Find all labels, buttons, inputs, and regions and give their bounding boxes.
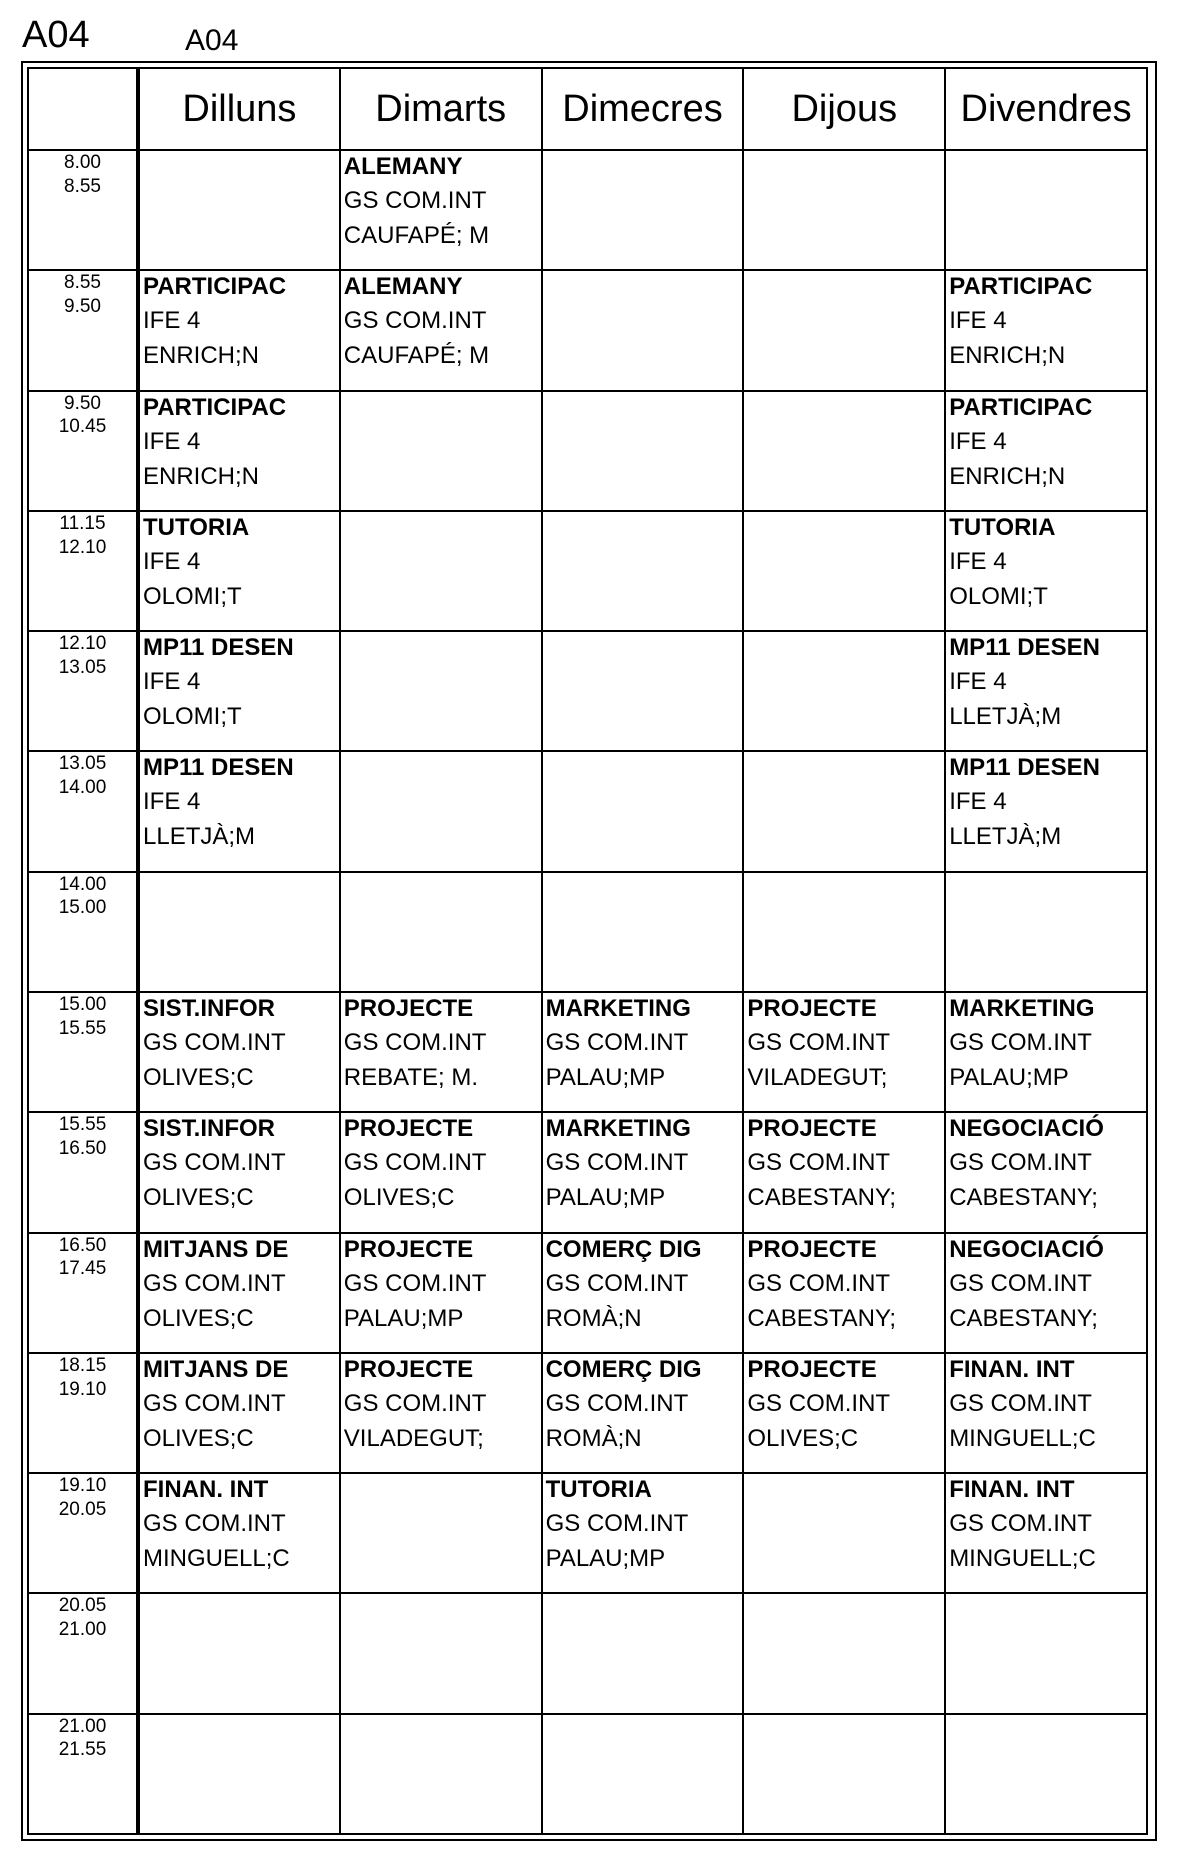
lesson-subject: PROJECTE xyxy=(747,994,877,1022)
lesson-cell xyxy=(743,1353,945,1473)
lesson-cell xyxy=(945,631,1147,751)
lesson-teacher: CABESTANY; xyxy=(949,1184,1098,1212)
lesson-subject: TUTORIA xyxy=(143,513,250,541)
lesson-teacher: LLETJÀ;M xyxy=(949,703,1062,731)
empty-cell xyxy=(542,1714,744,1834)
end-time: 19.10 xyxy=(58,1378,107,1400)
empty-cell xyxy=(945,872,1147,992)
empty-cell xyxy=(743,1593,945,1713)
end-time: 12.10 xyxy=(58,536,107,558)
lesson-subject: TUTORIA xyxy=(949,513,1056,541)
lesson-teacher: LLETJÀ;M xyxy=(143,823,256,851)
lesson-teacher: VILADEGUT; xyxy=(747,1063,888,1091)
time-cell xyxy=(28,1714,138,1834)
lesson-group: GS COM.INT xyxy=(343,1028,487,1056)
lesson-teacher: OLOMI;T xyxy=(143,703,242,731)
lesson-subject: MP11 DESEN xyxy=(949,634,1100,662)
lesson-subject: MITJANS DE xyxy=(143,1235,289,1263)
end-time: 8.55 xyxy=(64,175,101,197)
time-cell xyxy=(28,150,138,270)
lesson-subject: PARTICIPAC xyxy=(949,273,1093,301)
end-time: 15.00 xyxy=(58,897,107,919)
end-time: 10.45 xyxy=(58,416,107,438)
lesson-teacher: OLOMI;T xyxy=(143,582,242,610)
empty-cell xyxy=(945,1714,1147,1834)
lesson-subject: MP11 DESEN xyxy=(143,754,294,782)
header-row xyxy=(28,68,1147,150)
lesson-subject: PARTICIPAC xyxy=(949,393,1093,421)
lesson-cell xyxy=(340,1233,542,1353)
empty-cell xyxy=(340,751,542,871)
lesson-subject: PROJECTE xyxy=(343,1235,474,1263)
lesson-subject: MP11 DESEN xyxy=(143,634,294,662)
empty-cell xyxy=(542,751,744,871)
lesson-subject: PROJECTE xyxy=(343,1115,474,1143)
time-cell xyxy=(28,511,138,631)
lesson-subject: FINAN. INT xyxy=(949,1355,1075,1383)
lesson-subject: PROJECTE xyxy=(747,1355,877,1383)
lesson-group: GS COM.INT xyxy=(343,1269,487,1297)
lesson-cell xyxy=(945,391,1147,511)
empty-cell xyxy=(138,1593,340,1713)
start-time: 19.10 xyxy=(58,1475,107,1497)
lesson-cell xyxy=(743,1233,945,1353)
lesson-teacher: ROMÀ;N xyxy=(545,1304,642,1332)
lesson-group: GS COM.INT xyxy=(545,1510,689,1538)
end-time: 9.50 xyxy=(64,296,101,318)
page-subtitle: A04 xyxy=(185,24,239,57)
lesson-teacher: OLIVES;C xyxy=(747,1424,859,1452)
empty-cell xyxy=(340,872,542,992)
lesson-teacher: LLETJÀ;M xyxy=(949,823,1062,851)
time-cell xyxy=(28,1353,138,1473)
lesson-cell xyxy=(340,150,542,270)
time-slot-row xyxy=(28,1353,1147,1473)
start-time: 11.15 xyxy=(59,512,106,534)
lesson-cell xyxy=(542,1353,744,1473)
lesson-cell xyxy=(945,270,1147,390)
lesson-teacher: OLIVES;C xyxy=(143,1184,254,1212)
lesson-group: GS COM.INT xyxy=(343,187,487,214)
lesson-subject: NEGOCIACIÓ xyxy=(949,1115,1104,1143)
lesson-subject: FINAN. INT xyxy=(143,1476,269,1504)
lesson-group: GS COM.INT xyxy=(143,1269,286,1297)
lesson-group: GS COM.INT xyxy=(747,1389,891,1417)
corner-cell xyxy=(28,68,138,150)
lesson-cell xyxy=(945,1353,1147,1473)
lesson-cell xyxy=(542,1473,744,1593)
lesson-group: GS COM.INT xyxy=(949,1389,1092,1417)
empty-cell xyxy=(743,150,945,270)
empty-cell xyxy=(340,1714,542,1834)
lesson-group: GS COM.INT xyxy=(747,1028,891,1056)
lesson-cell xyxy=(138,1233,340,1353)
empty-cell xyxy=(138,1714,340,1834)
lesson-subject: PROJECTE xyxy=(343,994,474,1022)
lesson-subject: FINAN. INT xyxy=(949,1476,1075,1504)
empty-cell xyxy=(542,1593,744,1713)
lesson-teacher: ENRICH;N xyxy=(143,342,260,370)
lesson-teacher: CABESTANY; xyxy=(747,1184,897,1212)
empty-cell xyxy=(542,270,744,390)
lesson-subject: MARKETING xyxy=(545,994,691,1022)
empty-cell xyxy=(340,1473,542,1593)
lesson-cell xyxy=(138,1353,340,1473)
lesson-teacher: PALAU;MP xyxy=(545,1545,666,1573)
lesson-subject: PROJECTE xyxy=(343,1355,474,1383)
end-time: 15.55 xyxy=(58,1017,107,1039)
time-slot-row xyxy=(28,631,1147,751)
lesson-group: IFE 4 xyxy=(143,788,201,816)
start-time: 8.00 xyxy=(64,152,101,173)
empty-cell xyxy=(340,1593,542,1713)
time-slot-row xyxy=(28,511,1147,631)
lesson-group: GS COM.INT xyxy=(143,1028,286,1056)
lesson-teacher: VILADEGUT; xyxy=(343,1424,484,1452)
lesson-subject: SIST.INFOR xyxy=(143,1115,276,1143)
lesson-cell xyxy=(138,1112,340,1232)
lesson-teacher: OLIVES;C xyxy=(143,1304,254,1332)
lesson-teacher: OLIVES;C xyxy=(343,1184,455,1212)
lesson-teacher: OLIVES;C xyxy=(143,1424,254,1452)
start-time: 14.00 xyxy=(58,873,107,895)
lesson-teacher: PALAU;MP xyxy=(949,1063,1069,1091)
time-cell xyxy=(28,391,138,511)
lesson-cell xyxy=(743,1112,945,1232)
lesson-group: GS COM.INT xyxy=(949,1149,1092,1177)
lesson-group: GS COM.INT xyxy=(545,1389,689,1417)
time-slot-row xyxy=(28,1473,1147,1593)
lesson-teacher: ENRICH;N xyxy=(949,462,1066,490)
time-slot-row xyxy=(28,1593,1147,1713)
lesson-cell xyxy=(340,992,542,1112)
empty-cell xyxy=(743,631,945,751)
lesson-teacher: REBATE; M. xyxy=(343,1063,479,1091)
lesson-cell xyxy=(340,270,542,390)
start-time: 8.55 xyxy=(64,272,101,294)
lesson-cell xyxy=(542,1233,744,1353)
end-time: 13.05 xyxy=(58,656,107,678)
empty-cell xyxy=(542,511,744,631)
lesson-cell xyxy=(945,992,1147,1112)
lesson-subject: NEGOCIACIÓ xyxy=(949,1235,1104,1263)
empty-cell xyxy=(743,1714,945,1834)
empty-cell xyxy=(138,872,340,992)
empty-cell xyxy=(945,150,1147,270)
start-time: 21.00 xyxy=(58,1715,107,1737)
lesson-group: IFE 4 xyxy=(949,427,1007,455)
empty-cell xyxy=(743,751,945,871)
lesson-subject: ALEMANY xyxy=(343,273,463,301)
lesson-teacher: MINGUELL;C xyxy=(143,1545,290,1573)
lesson-group: IFE 4 xyxy=(949,668,1007,696)
lesson-teacher: PALAU;MP xyxy=(545,1184,666,1212)
lesson-teacher: PALAU;MP xyxy=(545,1063,666,1091)
empty-cell xyxy=(945,1593,1147,1713)
time-cell xyxy=(28,1112,138,1232)
start-time: 16.50 xyxy=(58,1234,107,1256)
lesson-teacher: OLIVES;C xyxy=(143,1063,254,1091)
lesson-subject: MARKETING xyxy=(949,994,1095,1022)
lesson-subject: PARTICIPAC xyxy=(143,393,287,421)
lesson-cell xyxy=(542,1112,744,1232)
lesson-teacher: MINGUELL;C xyxy=(949,1545,1096,1573)
day-header: Dilluns xyxy=(138,68,340,150)
time-cell xyxy=(28,751,138,871)
lesson-group: GS COM.INT xyxy=(545,1269,689,1297)
empty-cell xyxy=(542,631,744,751)
lesson-group: GS COM.INT xyxy=(949,1269,1092,1297)
lesson-group: GS COM.INT xyxy=(747,1149,891,1177)
lesson-group: IFE 4 xyxy=(143,427,201,455)
lesson-group: GS COM.INT xyxy=(949,1028,1092,1056)
empty-cell xyxy=(542,872,744,992)
empty-cell xyxy=(138,150,340,270)
lesson-subject: COMERÇ DIG xyxy=(545,1355,702,1383)
lesson-subject: MITJANS DE xyxy=(143,1355,289,1383)
time-slot-row xyxy=(28,391,1147,511)
lesson-cell xyxy=(542,992,744,1112)
lesson-cell xyxy=(138,992,340,1112)
lesson-group: GS COM.INT xyxy=(545,1028,689,1056)
lesson-cell xyxy=(138,391,340,511)
lesson-group: IFE 4 xyxy=(143,547,201,575)
day-header: Divendres xyxy=(945,68,1147,150)
start-time: 9.50 xyxy=(64,392,101,414)
start-time: 12.10 xyxy=(58,633,107,655)
lesson-cell xyxy=(340,1353,542,1473)
start-time: 15.55 xyxy=(58,1114,107,1136)
lesson-teacher: ENRICH;N xyxy=(949,342,1066,370)
lesson-subject: PROJECTE xyxy=(747,1235,877,1263)
start-time: 18.15 xyxy=(58,1354,107,1376)
time-slot-row xyxy=(28,150,1147,270)
timetable xyxy=(27,67,1148,1835)
empty-cell xyxy=(340,511,542,631)
time-cell xyxy=(28,631,138,751)
empty-cell xyxy=(340,631,542,751)
lesson-group: GS COM.INT xyxy=(143,1149,286,1177)
time-slot-row xyxy=(28,1714,1147,1834)
lesson-group: IFE 4 xyxy=(949,307,1007,335)
start-time: 15.00 xyxy=(58,993,107,1015)
empty-cell xyxy=(542,150,744,270)
lesson-subject: COMERÇ DIG xyxy=(545,1235,702,1263)
empty-cell xyxy=(743,270,945,390)
end-time: 20.05 xyxy=(58,1498,107,1520)
day-header: Dimarts xyxy=(340,68,542,150)
end-time: 14.00 xyxy=(58,777,107,799)
start-time: 20.05 xyxy=(58,1595,107,1617)
lesson-teacher: ENRICH;N xyxy=(143,462,260,490)
lesson-teacher: CAUFAPÉ; M xyxy=(343,222,490,249)
time-cell xyxy=(28,1233,138,1353)
lesson-cell xyxy=(945,1233,1147,1353)
day-header: Dimecres xyxy=(542,68,744,150)
lesson-cell xyxy=(138,511,340,631)
lesson-cell xyxy=(743,992,945,1112)
end-time: 21.55 xyxy=(58,1739,107,1761)
lesson-group: GS COM.INT xyxy=(949,1510,1092,1538)
time-slot-row xyxy=(28,751,1147,871)
lesson-cell xyxy=(945,751,1147,871)
lesson-subject: PARTICIPAC xyxy=(143,273,287,301)
lesson-group: GS COM.INT xyxy=(143,1389,286,1417)
lesson-teacher: OLOMI;T xyxy=(949,582,1048,610)
day-header: Dijous xyxy=(743,68,945,150)
lesson-group: GS COM.INT xyxy=(747,1269,891,1297)
lesson-teacher: ROMÀ;N xyxy=(545,1424,642,1452)
lesson-group: IFE 4 xyxy=(143,307,201,335)
time-slot-row xyxy=(28,270,1147,390)
lesson-teacher: CABESTANY; xyxy=(747,1304,897,1332)
lesson-cell xyxy=(340,1112,542,1232)
lesson-group: GS COM.INT xyxy=(343,307,487,335)
lesson-cell xyxy=(945,1112,1147,1232)
time-cell xyxy=(28,992,138,1112)
end-time: 16.50 xyxy=(58,1138,107,1159)
lesson-cell xyxy=(138,270,340,390)
lesson-cell xyxy=(945,1473,1147,1593)
lesson-group: GS COM.INT xyxy=(545,1149,689,1177)
lesson-cell xyxy=(138,751,340,871)
lesson-teacher: MINGUELL;C xyxy=(949,1424,1096,1452)
empty-cell xyxy=(340,391,542,511)
lesson-group: IFE 4 xyxy=(949,547,1007,575)
time-slot-row xyxy=(28,872,1147,992)
lesson-group: GS COM.INT xyxy=(343,1149,487,1177)
lesson-teacher: PALAU;MP xyxy=(343,1304,464,1332)
lesson-group: GS COM.INT xyxy=(343,1389,487,1417)
lesson-cell xyxy=(138,1473,340,1593)
empty-cell xyxy=(743,1473,945,1593)
time-cell xyxy=(28,872,138,992)
lesson-group: IFE 4 xyxy=(949,788,1007,816)
lesson-cell xyxy=(138,631,340,751)
empty-cell xyxy=(743,391,945,511)
lesson-subject: TUTORIA xyxy=(545,1476,652,1504)
empty-cell xyxy=(743,872,945,992)
lesson-teacher: CAUFAPÉ; M xyxy=(343,342,490,370)
start-time: 13.05 xyxy=(58,753,107,775)
lesson-cell xyxy=(945,511,1147,631)
lesson-subject: MARKETING xyxy=(545,1115,691,1143)
time-slot-row xyxy=(28,1112,1147,1232)
end-time: 17.45 xyxy=(58,1258,107,1280)
page-title: A04 xyxy=(22,14,90,56)
time-cell xyxy=(28,1593,138,1713)
time-cell xyxy=(28,1473,138,1593)
time-slot-row xyxy=(28,992,1147,1112)
lesson-subject: MP11 DESEN xyxy=(949,754,1100,782)
lesson-teacher: CABESTANY; xyxy=(949,1304,1098,1332)
lesson-group: GS COM.INT xyxy=(143,1510,286,1538)
lesson-group: IFE 4 xyxy=(143,668,201,696)
end-time: 21.00 xyxy=(58,1619,107,1641)
lesson-subject: ALEMANY xyxy=(343,153,463,180)
lesson-subject: PROJECTE xyxy=(747,1115,877,1143)
time-cell xyxy=(28,270,138,390)
empty-cell xyxy=(542,391,744,511)
lesson-subject: SIST.INFOR xyxy=(143,994,276,1022)
time-slot-row xyxy=(28,1233,1147,1353)
empty-cell xyxy=(743,511,945,631)
